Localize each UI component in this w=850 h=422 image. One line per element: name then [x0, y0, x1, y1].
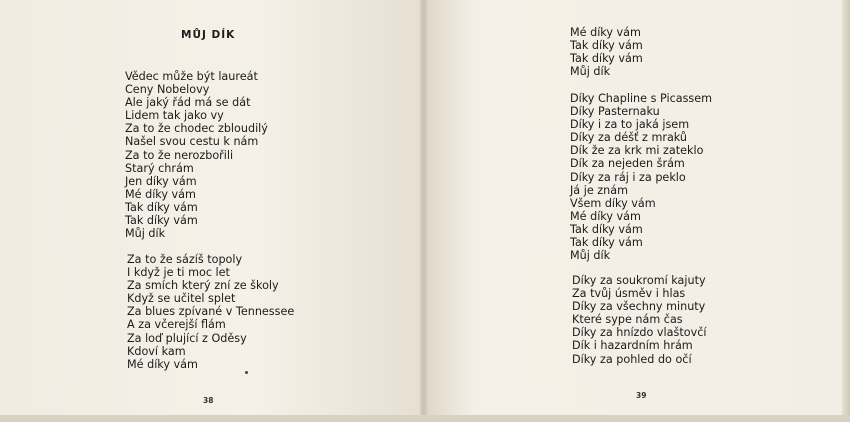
poem-line: Mé díky vám: [570, 209, 641, 223]
poem-line: Za smích který zní ze školy: [127, 279, 279, 293]
poem-line: Díky Pasternaku: [570, 105, 660, 119]
right-stanza-3: [572, 274, 706, 366]
right-stanza-2: [570, 92, 712, 262]
poem-line: Které sype nám čas: [572, 313, 683, 327]
poem-line: Můj dík: [125, 227, 166, 241]
poem-line: Za to že sázíš topoly: [127, 253, 243, 266]
poem-line: Starý chrám: [125, 161, 194, 175]
poem-line: Díky za všechny minuty: [572, 300, 706, 314]
left-stanza-1: [125, 70, 268, 240]
poem-line: Mé díky vám: [125, 187, 196, 201]
poem-line: Tak díky vám: [570, 52, 643, 66]
poem-line: Tak díky vám: [125, 214, 198, 228]
poem-line: Našel svou cestu k nám: [125, 135, 259, 149]
poem-line: Za blues zpívané v Tennessee: [127, 305, 295, 319]
page-number-right: 39: [636, 391, 647, 400]
page-number-left: 38: [203, 396, 214, 405]
poem-line: Díky za hnízdo vlaštovčí: [572, 326, 707, 340]
poem-line: A za včerejší flám: [127, 318, 226, 332]
left-stanza-2: [127, 253, 294, 371]
poem-line: Můj dík: [570, 249, 611, 263]
poem-line: Tak díky vám: [125, 200, 198, 214]
poem-line: Mé díky vám: [127, 357, 198, 371]
poem-line: Díky za pohled do očí: [572, 352, 692, 366]
poem-line: Můj dík: [570, 65, 611, 79]
poem-line: Mé díky vám: [570, 26, 641, 39]
poem-line: Za tvůj úsměv i hlas: [572, 287, 686, 301]
poem-line: Dík že za krk mi zateklo: [570, 144, 704, 158]
poem-line: Ceny Nobelovy: [125, 83, 210, 97]
poem-line: Jen díky vám: [125, 174, 197, 188]
poem-line: Dík za nejeden šrám: [570, 157, 685, 171]
poem-line: Lidem tak jako vy: [125, 109, 224, 123]
poem-line: Za loď plující z Oděsy: [127, 331, 247, 345]
poem-line: Tak díky vám: [570, 236, 643, 250]
ink-dot: [245, 371, 248, 374]
poem-line: Díky za déšť z mraků: [570, 131, 688, 145]
poem-line: Díky za soukromí kajuty: [572, 274, 706, 287]
poem-line: Za to že nerozbořili: [125, 148, 234, 162]
book-gutter: [420, 0, 428, 422]
poem-line: Tak díky vám: [570, 39, 643, 53]
poem-line: Kdoví kam: [127, 344, 186, 358]
page-edge-right: [842, 0, 850, 422]
poem-line: Díky za ráj i za peklo: [570, 170, 686, 184]
poem-line: Když se učitel splet: [127, 292, 236, 306]
poem-line: Za to že chodec zbloudilý: [125, 122, 268, 136]
poem-line: Já je znám: [570, 183, 628, 197]
poem-line: Vědec může být laureát: [125, 70, 258, 83]
poem-line: Ale jaký řád má se dát: [125, 96, 251, 110]
poem-line: Dík i hazardním hrám: [572, 339, 693, 353]
page-edge-bottom: [0, 415, 850, 422]
poem-line: Díky Chapline s Picassem: [570, 92, 713, 105]
poem-title: MŮJ DÍK: [181, 29, 236, 41]
poem-line: Díky i za to jaká jsem: [570, 118, 690, 132]
poem-line: Všem díky vám: [570, 196, 656, 210]
right-stanza-1: [570, 26, 643, 78]
poem-line: Tak díky vám: [570, 222, 643, 236]
poem-line: I když je ti moc let: [127, 266, 230, 280]
